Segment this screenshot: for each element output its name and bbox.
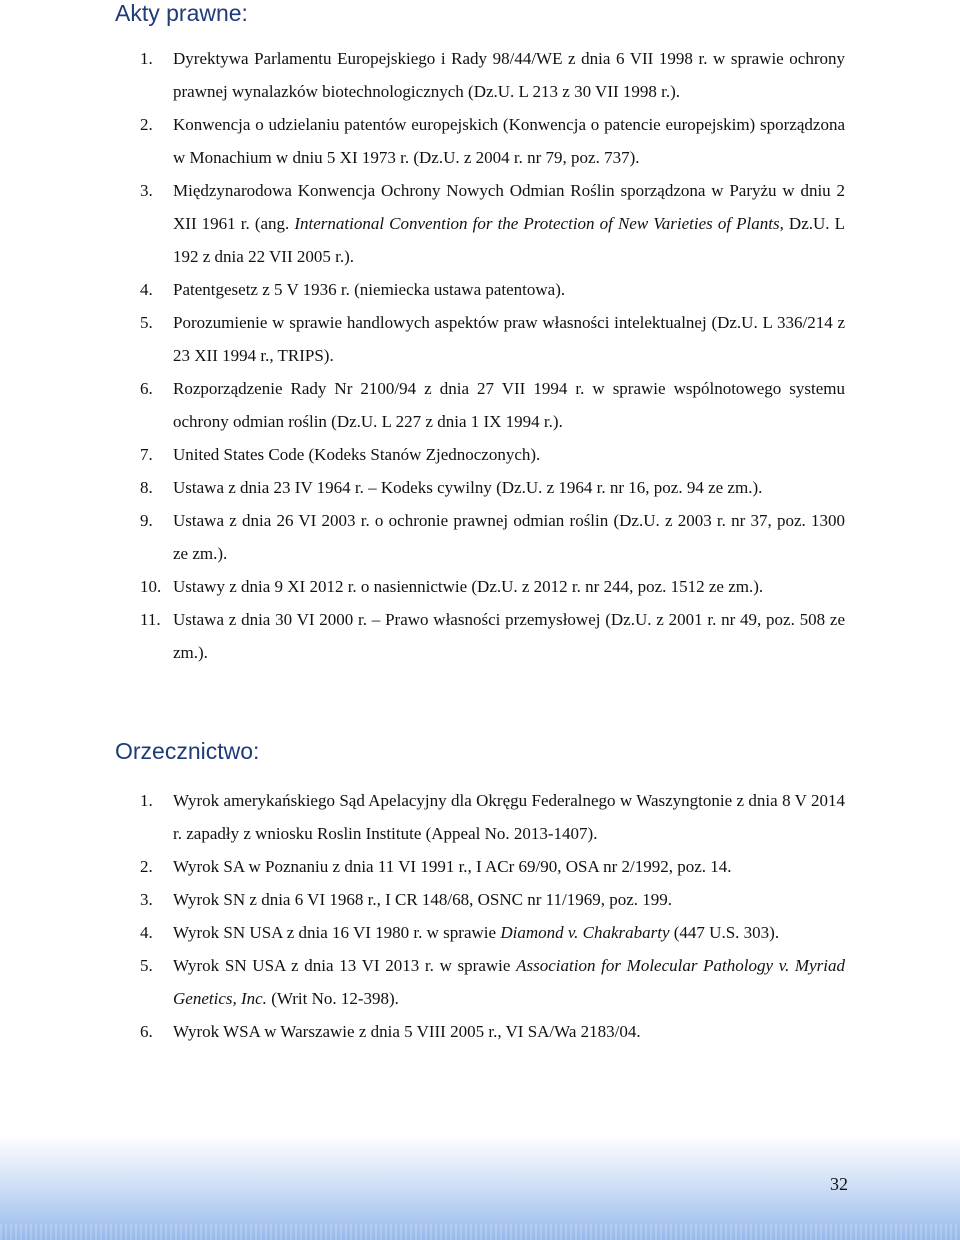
item-number: 10.: [140, 577, 162, 596]
list-item: [0, 916, 960, 949]
item-number: 4.: [140, 280, 153, 299]
item-text: Ustawy z dnia 9 XI 2012 r. o nasiennictwie (Dz.U. z 2012 r. nr 244, poz. 1512 ze zm.).: [173, 577, 764, 596]
item-text: Ustawa z dnia 23 IV 1964 r. – Kodeks cywilny (Dz.U. z 1964 r. nr 16, poz. 94 ze zm.).: [173, 478, 763, 497]
item-text: Porozumienie w sprawie handlowych aspektów praw własności intelektualnej (Dz.U. L 336/214 z 23 XII 1994 r., TRIPS).: [173, 313, 845, 365]
list-item: [0, 850, 960, 883]
item-number: 2.: [140, 857, 153, 876]
item-text: Wyrok WSA w Warszawie z dnia 5 VIII 2005 r., VI SA/Wa 2183/04.: [173, 1022, 641, 1041]
item-text: [173, 174, 845, 273]
item-text: Ustawa z dnia 26 VI 2003 r. o ochronie prawnej odmian roślin (Dz.U. z 2003 r. nr 37, poz. 1300 ze zm.).: [173, 511, 845, 563]
legal-acts-list: [0, 42, 960, 669]
list-item: [0, 372, 960, 438]
section-heading-akty-prawne: Akty prawne:: [115, 0, 248, 26]
item-text: Wyrok SN z dnia 6 VI 1968 r., I CR 148/68, OSNC nr 11/1969, poz. 199.: [173, 890, 673, 909]
item-text-part: Międzynarodowa Konwencja Ochrony Nowych Odmian Roślin sporządzona w Paryżu w dniu 2 XII 1961 r. (ang.: [173, 181, 845, 233]
list-item: [0, 108, 960, 174]
item-italic-title: International Convention for the Protection of New Varieties of Plants: [294, 214, 780, 233]
item-text: Wyrok amerykańskiego Sąd Apelacyjny dla Okręgu Federalnego w Waszyngtonie z dnia 8 V 2014 r. zapadły z wniosku Roslin Institute (Appeal No. 2013-1407).: [173, 791, 845, 843]
item-number: 4.: [140, 923, 153, 942]
item-text: United States Code (Kodeks Stanów Zjednoczonych).: [173, 445, 541, 464]
item-text: Dyrektywa Parlamentu Europejskiego i Rady 98/44/WE z dnia 6 VII 1998 r. w sprawie ochrony prawnej wynalazków biotechnologicznych (Dz.U. L 213 z 30 VII 1998 r.).: [173, 49, 845, 101]
list-item: [0, 42, 960, 108]
item-number: 5.: [140, 313, 153, 332]
list-item: [0, 1015, 960, 1048]
list-item: [0, 504, 960, 570]
item-text: [173, 949, 845, 1015]
list-item: [0, 471, 960, 504]
item-text: Rozporządzenie Rady Nr 2100/94 z dnia 27 VII 1994 r. w sprawie wspólnotowego systemu ochrony odmian roślin (Dz.U. L 227 z dnia 1 IX 1994 r.).: [173, 379, 845, 431]
section-heading-orzecznictwo: Orzecznictwo:: [115, 738, 260, 764]
item-number: 3.: [140, 890, 153, 909]
item-number: 8.: [140, 478, 153, 497]
list-item: [0, 603, 960, 669]
item-text: Konwencja o udzielaniu patentów europejskich (Konwencja o patencie europejskim) sporządzona w Monachium w dniu 5 XI 1973 r. (Dz.U. z 2004 r. nr 79, poz. 737).: [173, 115, 845, 167]
item-number: 9.: [140, 511, 153, 530]
item-text-part: , Dz.U. L 192 z dnia 22 VII 2005 r.).: [173, 214, 846, 266]
item-text-part: (447 U.S. 303).: [669, 923, 780, 942]
page-number: 32: [830, 1174, 848, 1194]
case-law-list: [0, 784, 960, 1048]
item-number: 2.: [140, 115, 153, 134]
item-text-part: (Writ No. 12-398).: [266, 989, 399, 1008]
footer-texture: [0, 1224, 960, 1240]
item-text-part: Wyrok SN USA z dnia 16 VI 1980 r. w sprawie: [173, 923, 501, 942]
item-text: Wyrok SA w Poznaniu z dnia 11 VI 1991 r., I ACr 69/90, OSA nr 2/1992, poz. 14.: [173, 857, 732, 876]
list-item: [0, 438, 960, 471]
item-number: 1.: [140, 49, 153, 68]
item-italic-title: Association for Molecular Pathology v. Myriad Genetics, Inc.: [173, 956, 845, 1008]
item-text: [173, 916, 845, 949]
item-number: 1.: [140, 791, 153, 810]
item-number: 5.: [140, 956, 153, 975]
item-text: Ustawa z dnia 30 VI 2000 r. – Prawo własności przemysłowej (Dz.U. z 2001 r. nr 49, poz. 508 ze zm.).: [173, 610, 845, 662]
item-number: 11.: [140, 610, 161, 629]
item-italic-title: Diamond v. Chakrabarty: [500, 923, 670, 942]
list-item: [0, 306, 960, 372]
item-number: 7.: [140, 445, 153, 464]
item-text: Patentgesetz z 5 V 1936 r. (niemiecka ustawa patentowa).: [173, 280, 566, 299]
item-text-part: Wyrok SN USA z dnia 13 VI 2013 r. w sprawie: [173, 956, 517, 975]
item-number: 6.: [140, 379, 153, 398]
list-item: [0, 784, 960, 850]
list-item: [0, 883, 960, 916]
list-item: [0, 174, 960, 273]
list-item: [0, 570, 960, 603]
item-number: 3.: [140, 181, 153, 200]
item-number: 6.: [140, 1022, 153, 1041]
list-item: [0, 273, 960, 306]
list-item: [0, 949, 960, 1015]
